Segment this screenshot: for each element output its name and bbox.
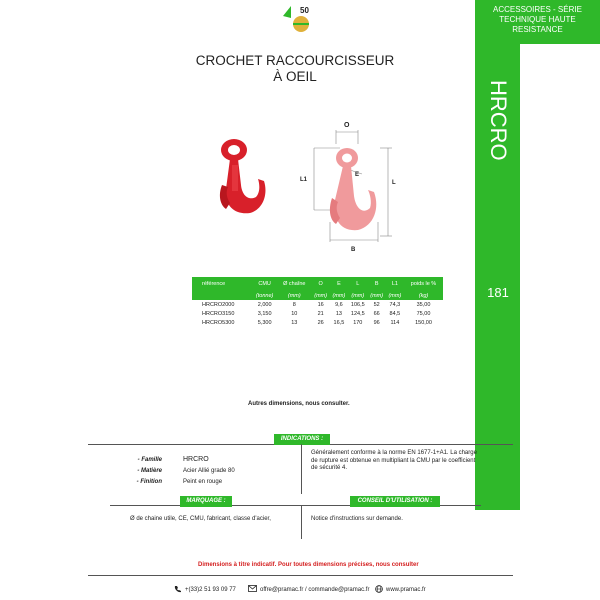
dim-label-e: E: [355, 172, 360, 178]
table-cell: 10: [291, 310, 298, 317]
unit-cell: (mm): [368, 291, 386, 300]
unit-cell: (mm): [312, 291, 330, 300]
conseil-text: Notice d'instructions sur demande.: [311, 516, 403, 522]
table-cell: HRCRO5300: [202, 319, 235, 326]
col-header: poids le %: [404, 277, 443, 291]
specs-units-row: [192, 291, 443, 300]
series-header: [475, 0, 600, 44]
table-cell: 96: [373, 319, 380, 326]
specs-table: [192, 277, 443, 327]
col-header: L: [348, 277, 368, 291]
unit-cell: (kg): [404, 291, 443, 300]
table-cell: 16,5: [333, 319, 345, 326]
table-cell: 150,00: [415, 319, 432, 326]
page-number: 181: [487, 285, 509, 300]
col-header: CMU: [252, 277, 277, 291]
table-cell: 66: [373, 310, 380, 317]
contact-web[interactable]: [375, 585, 426, 595]
table-cell: 8: [292, 301, 296, 308]
table-cell: 74,3: [389, 301, 401, 308]
web-link[interactable]: www.pramac.fr: [386, 587, 426, 593]
table-cell: 75,00: [416, 310, 431, 317]
table-cell: 3,150: [257, 310, 272, 317]
indications-badge: INDICATIONS :: [274, 434, 330, 445]
unit-cell: (tonne): [252, 291, 277, 300]
col-header: référence: [192, 277, 252, 291]
table-cell: 21: [317, 310, 324, 317]
contact-email[interactable]: [248, 585, 369, 594]
table-row: [192, 318, 443, 327]
pramac-logo: [280, 4, 318, 38]
phone-text: +(33)2 51 93 09 77: [185, 587, 236, 593]
unit-cell: (mm): [386, 291, 404, 300]
famille-value: HRCRO: [183, 456, 209, 463]
dim-label-l: L: [392, 180, 396, 186]
other-dimensions-note: Autres dimensions, nous consulter.: [248, 401, 350, 407]
marquage-text: Ø de chaine utile, CE, CMU, fabricant, classe d'acier,: [130, 516, 271, 522]
table-cell: 106,5: [350, 301, 365, 308]
table-cell: 124,5: [350, 310, 365, 317]
hook-dimension-drawing: [300, 118, 410, 258]
email-link[interactable]: offre@pramac.fr / commande@pramac.fr: [260, 586, 370, 593]
conseil-badge: CONSEIL D'UTILISATION :: [350, 496, 440, 507]
divider: [88, 575, 513, 576]
matiere-label: - Matière: [137, 468, 162, 474]
table-row: [192, 309, 443, 318]
table-cell: 9,6: [335, 301, 343, 308]
col-header: O: [312, 277, 330, 291]
famille-label: - Famille: [137, 457, 162, 463]
divider: [301, 444, 302, 494]
table-cell: 84,5: [389, 310, 401, 317]
series-label: ACCESSOIRES - SÉRIE TECHNIQUE HAUTE RESISTANCE: [493, 5, 582, 34]
col-header: B: [368, 277, 386, 291]
unit-cell: (mm): [330, 291, 348, 300]
table-cell: 52: [373, 301, 380, 308]
hook-photo: [212, 135, 272, 217]
table-cell: HRCRO3150: [202, 310, 235, 317]
indications-text: Généralement conforme à la norme EN 1677-1+A1. La charge de rupture est obtenue en multipliant la CMU par le coefficient de sécurité 4.: [311, 450, 477, 471]
col-header: E: [330, 277, 348, 291]
contact-phone: [174, 585, 236, 595]
specs-header-row: [192, 277, 443, 291]
col-header: Ø chaîne: [277, 277, 312, 291]
matiere-value: Acier Allié grade 80: [183, 468, 235, 474]
page-title-line1: CROCHET RACCOURCISSEUR: [195, 53, 395, 68]
table-cell: 35,00: [416, 301, 431, 308]
divider: [301, 505, 302, 539]
table-cell: 26: [317, 319, 324, 326]
table-cell: 2,000: [257, 301, 272, 308]
dimensions-disclaimer: Dimensions à titre indicatif. Pour toutes dimensions précises, nous consulter: [198, 562, 419, 568]
finition-label: - Finition: [136, 479, 162, 485]
table-cell: 114: [390, 319, 400, 326]
unit-cell: (mm): [348, 291, 368, 300]
col-header: L1: [386, 277, 404, 291]
table-cell: 170: [353, 319, 363, 326]
dim-label-o: O: [344, 122, 350, 129]
globe-icon: [375, 585, 383, 595]
table-cell: 16: [317, 301, 324, 308]
table-cell: HRCRO2000: [202, 301, 235, 308]
table-cell: 5,300: [257, 319, 272, 326]
dim-label-b: B: [351, 247, 356, 253]
finition-value: Peint en rouge: [183, 479, 223, 485]
page-title-line2: À OEIL: [273, 69, 317, 84]
dim-label-l1: L1: [300, 177, 308, 183]
unit-cell: [192, 291, 252, 300]
table-cell: 13: [335, 310, 342, 317]
table-row: [192, 300, 443, 309]
phone-icon: [174, 585, 182, 595]
unit-cell: (mm): [277, 291, 312, 300]
marquage-badge: MARQUAGE :: [180, 496, 232, 507]
mail-icon: [248, 585, 257, 594]
family-vertical-label: HRCRO: [486, 79, 511, 161]
svg-text:50: 50: [300, 6, 309, 15]
table-cell: 13: [291, 319, 298, 326]
